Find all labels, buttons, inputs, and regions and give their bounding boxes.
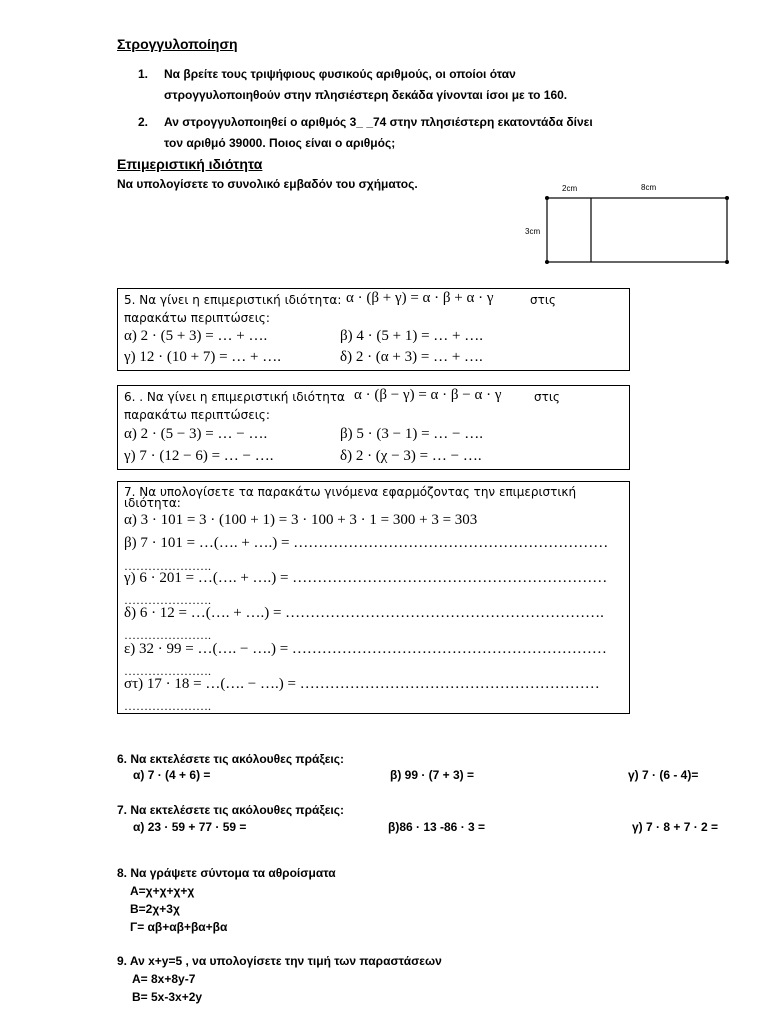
question-6-c: γ) 7 · (6 - 4)=	[628, 768, 699, 782]
box7-item-f: στ) 17 · 18 = …(…. − ….) = ……………………………………………………	[124, 676, 600, 692]
box7-item-a: α) 3 · 101 = 3 · (100 + 1) = 3 · 100 + 3 · 1 = 300 + 3 = 303	[124, 512, 478, 528]
box7-item-b-continuation: ………………….	[124, 559, 211, 573]
list-text-line2: τον αριθμό 39000. Ποιος είναι ο αριθμός;	[164, 136, 396, 150]
question-9-a: Α= 8x+8y-7	[132, 972, 196, 986]
box5-item-b: β) 4 · (5 + 1) = … + ….	[340, 328, 483, 344]
list-text-line2: στρογγυλοποιηθούν στην πλησιέστερη δεκάδα γίνονται ίσοι με το 160.	[164, 88, 568, 102]
box6-subtitle: παρακάτω περιπτώσεις:	[124, 408, 270, 422]
question-8-c: Γ= αβ+αβ+βα+βα	[130, 920, 228, 934]
outer-rectangle	[547, 198, 727, 262]
rectangle-figure	[515, 176, 740, 271]
question-8-b: Β=2χ+3χ	[130, 902, 180, 916]
question-9-b: Β= 5x-3x+2y	[132, 990, 203, 1004]
list-number: 2.	[138, 115, 149, 129]
label-2cm: 2cm	[562, 184, 578, 193]
exercise-box-7	[117, 481, 630, 714]
box5-formula: α · (β + γ) = α · β + α · γ	[346, 290, 494, 306]
box7-title-line1: 7. Να υπολογίσετε τα παρακάτω γινόμενα εφαρμόζοντας την επιμεριστική	[124, 485, 577, 499]
box7-item-f-continuation: ………………….	[124, 699, 211, 713]
question-7-a: α) 23 · 59 + 77 · 59 =	[133, 820, 247, 834]
section-title-distributive: Επιμεριστική ιδιότητα	[117, 156, 263, 172]
box5-item-a: α) 2 · (5 + 3) = … + ….	[124, 328, 268, 344]
box6-item-d: δ) 2 · (χ − 3) = … − ….	[340, 448, 482, 464]
list-text-line1: Αν στρογγυλοποιηθεί ο αριθμός 3_ _74 στην πλησιέστερη εκατοντάδα δίνει	[164, 115, 593, 129]
list-item	[138, 112, 738, 154]
question-6-title: 6. Να εκτελέσετε τις ακόλουθες πράξεις:	[117, 752, 344, 766]
list-text-line1: Να βρείτε τους τριψήφιους φυσικούς αριθμούς, οι οποίοι όταν	[164, 67, 516, 81]
box6-after: στις	[534, 390, 560, 404]
question-7-c: γ) 7 · 8 + 7 · 2 =	[632, 820, 719, 834]
box5-item-c: γ) 12 · (10 + 7) = … + ….	[124, 349, 281, 365]
box7-item-d: δ) 6 · 12 = …(…. + ….) = ……………………………………………………….	[124, 605, 604, 621]
box5-after: στις	[530, 293, 556, 307]
label-8cm: 8cm	[641, 183, 657, 192]
list-number: 1.	[138, 67, 149, 81]
question-7-b: β)86 · 13 -86 · 3 =	[388, 820, 486, 834]
question-8-title: 8. Να γράψετε σύντομα τα αθροίσματα	[117, 866, 336, 880]
question-6-a: α) 7 · (4 + 6) =	[133, 768, 211, 782]
box7-item-e-continuation: ………………….	[124, 664, 211, 678]
question-8-a: Α=χ+χ+χ+χ	[130, 884, 195, 898]
question-6-b: β) 99 · (7 + 3) =	[390, 768, 475, 782]
box6-item-c: γ) 7 · (12 − 6) = … − ….	[124, 448, 274, 464]
label-3cm: 3cm	[525, 227, 541, 236]
box6-item-a: α) 2 · (5 − 3) = … − ….	[124, 426, 268, 442]
section-title-rounding: Στρογγυλοποίηση	[117, 36, 238, 52]
box7-item-e: ε) 32 · 99 = …(…. − ….) = ………………………………………………………	[124, 641, 607, 657]
exercise-box-6	[117, 385, 630, 470]
box7-item-d-continuation: ………………….	[124, 628, 211, 642]
box7-item-c: γ) 6 · 201 = …(…. + ….) = ………………………………………………………	[124, 570, 608, 586]
area-prompt: Να υπολογίσετε το συνολικό εμβαδόν του σχήματος.	[117, 177, 418, 191]
box5-title: 5. Να γίνει η επιμεριστική ιδιότητα:	[124, 293, 342, 307]
box6-formula: α · (β − γ) = α · β − α · γ	[354, 387, 502, 403]
box7-item-c-continuation: ………………….	[124, 593, 211, 607]
box5-item-d: δ) 2 · (α + 3) = … + ….	[340, 349, 483, 365]
question-7-title: 7. Να εκτελέσετε τις ακόλουθες πράξεις:	[117, 803, 344, 817]
box6-item-b: β) 5 · (3 − 1) = … − ….	[340, 426, 483, 442]
question-9-title: 9. Αν x+y=5 , να υπολογίσετε την τιμή των παραστάσεων	[117, 954, 442, 968]
box7-item-b: β) 7 · 101 = …(…. + ….) = ………………………………………………………	[124, 535, 609, 551]
box7-title-line2: ιδιότητα:	[124, 496, 181, 510]
list-item	[138, 64, 738, 106]
box5-subtitle: παρακάτω περιπτώσεις:	[124, 311, 270, 325]
box6-title: 6. . Να γίνει η επιμεριστική ιδιότητα	[124, 390, 345, 404]
exercise-box-5	[117, 288, 630, 371]
